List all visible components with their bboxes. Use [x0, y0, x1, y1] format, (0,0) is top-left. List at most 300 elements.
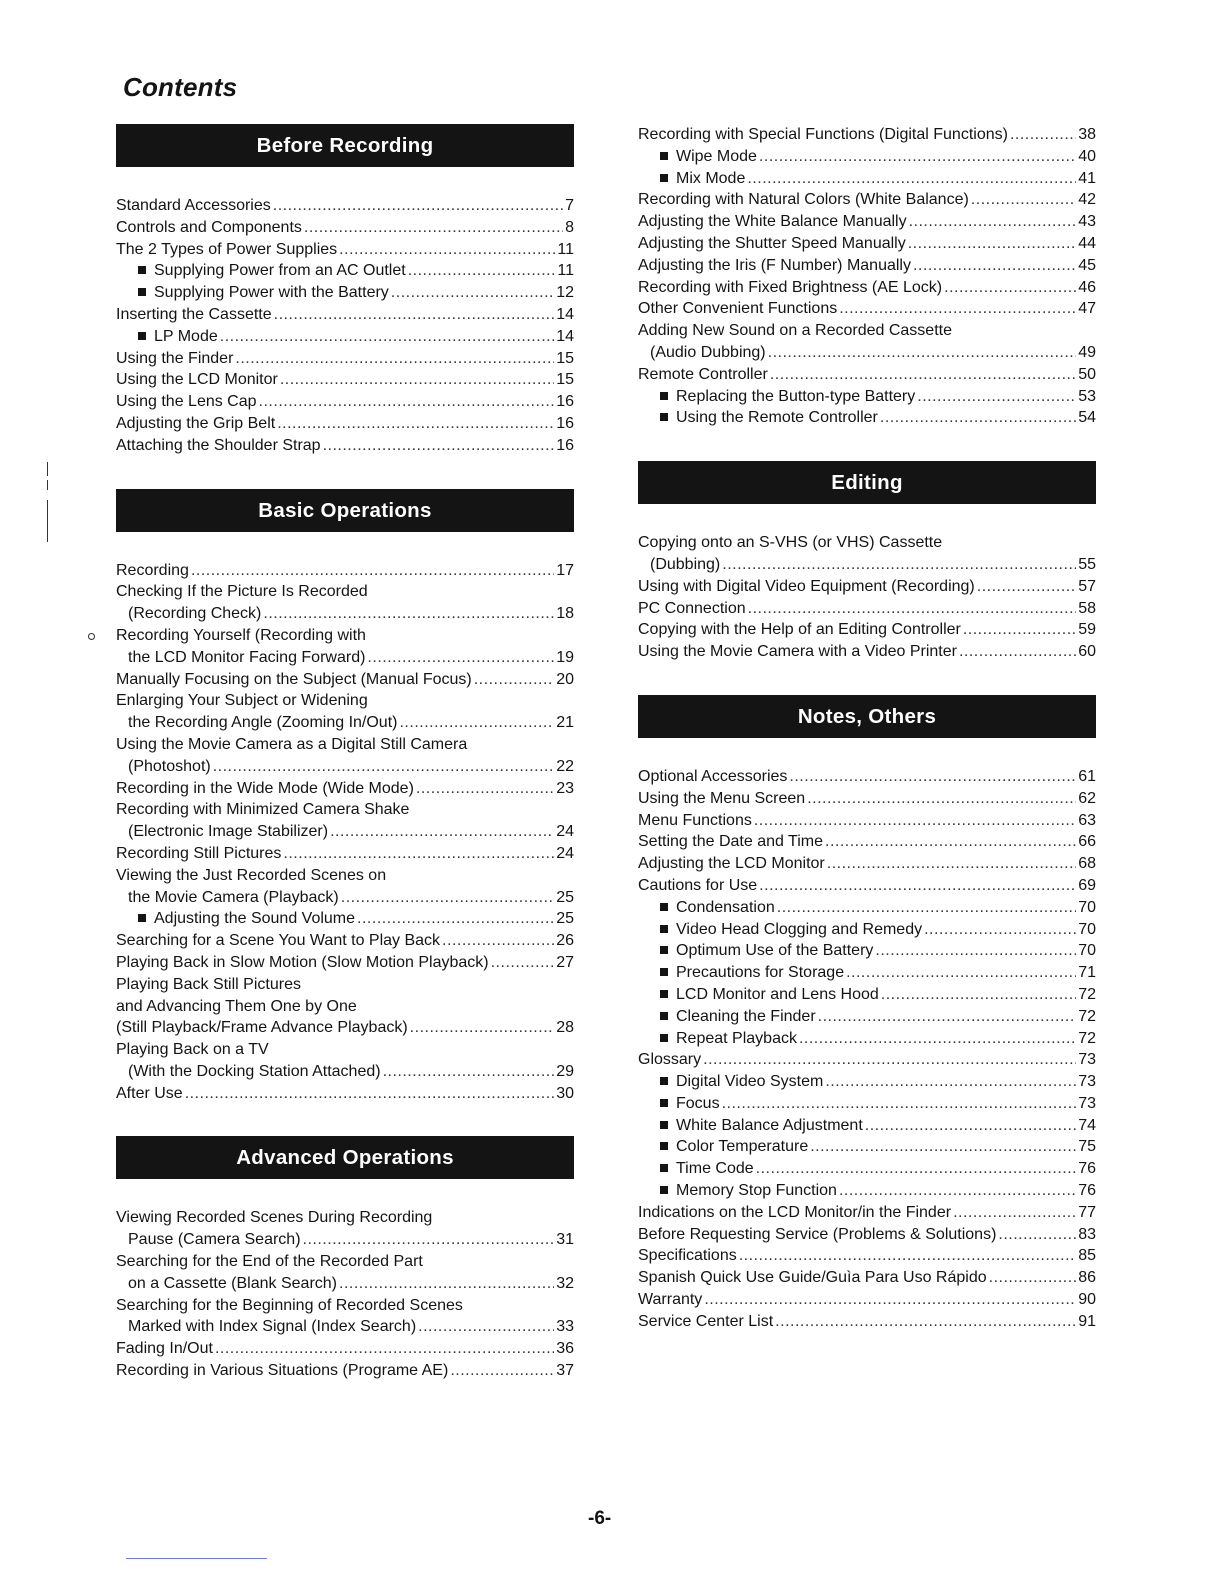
toc-entry[interactable]	[116, 195, 574, 217]
toc-entry-title: Recording Yourself (Recording with	[116, 626, 366, 644]
toc-entry[interactable]	[638, 619, 1096, 641]
toc-entry-title: Using with Digital Video Equipment (Recording)	[638, 577, 975, 595]
toc-section-editing	[638, 461, 1096, 663]
toc-entry[interactable]	[116, 756, 574, 778]
toc-entry[interactable]	[638, 298, 1096, 320]
toc-entry[interactable]	[638, 1245, 1096, 1267]
toc-entry[interactable]	[116, 435, 574, 457]
dot-leader	[777, 897, 1076, 919]
toc-entry-page: 91	[1078, 1312, 1096, 1330]
toc-entry[interactable]	[116, 1295, 574, 1317]
toc-entry[interactable]	[116, 304, 574, 326]
toc-entry-title: Replacing the Button-type Battery	[676, 387, 916, 405]
dot-leader	[839, 298, 1076, 320]
toc-entry-title: Searching for the End of the Recorded Part	[116, 1253, 423, 1271]
toc-entry-page: 75	[1078, 1138, 1096, 1156]
toc-entry-page: 24	[556, 844, 574, 862]
toc-section-continued	[638, 124, 1096, 429]
dot-leader	[998, 1224, 1076, 1246]
toc-entry-page: 53	[1078, 387, 1096, 405]
toc-entry-title: Warranty	[638, 1291, 703, 1309]
toc-entry-page: 77	[1078, 1203, 1096, 1221]
dot-leader	[865, 1115, 1076, 1137]
toc-entry-page: 72	[1078, 1007, 1096, 1025]
section-header: Basic Operations	[116, 489, 574, 532]
dot-leader	[491, 952, 555, 974]
square-bullet-icon	[660, 946, 668, 954]
toc-entry-page: 73	[1078, 1051, 1096, 1069]
toc-entry-title: Enlarging Your Subject or Widening	[116, 692, 368, 710]
dot-leader	[704, 1289, 1076, 1311]
toc-entry-title: Recording in the Wide Mode (Wide Mode)	[116, 779, 414, 797]
toc-entry[interactable]	[638, 320, 1096, 342]
toc-entry[interactable]	[638, 233, 1096, 255]
toc-entry-title: (Audio Dubbing)	[650, 343, 766, 361]
toc-entry[interactable]	[638, 984, 1096, 1006]
toc-entry-title: Adjusting the Sound Volume	[154, 910, 356, 928]
toc-entry[interactable]	[638, 1028, 1096, 1050]
toc-entry[interactable]	[638, 255, 1096, 277]
toc-entry-title: Using the Movie Camera with a Video Printer	[638, 643, 957, 661]
toc-entry-title: Digital Video System	[676, 1073, 824, 1091]
footer-rule	[126, 1558, 267, 1559]
toc-entry-title: Focus	[676, 1094, 720, 1112]
dot-leader	[450, 1360, 554, 1382]
toc-entry[interactable]	[638, 1311, 1096, 1333]
toc-entry[interactable]	[116, 647, 574, 669]
toc-entry-title: The 2 Types of Power Supplies	[116, 240, 338, 258]
toc-entry-title: Using the Finder	[116, 349, 234, 367]
toc-entry[interactable]	[116, 1017, 574, 1039]
toc-entry[interactable]	[116, 413, 574, 435]
toc-entry-page: 45	[1078, 256, 1096, 274]
toc-entry-page: 23	[556, 779, 574, 797]
toc-entry-page: 76	[1078, 1160, 1096, 1178]
toc-entry-page: 38	[1078, 126, 1096, 143]
toc-entry[interactable]	[116, 239, 574, 261]
toc-entry[interactable]	[638, 853, 1096, 875]
toc-entry-title: (Electronic Image Stabilizer)	[128, 823, 329, 841]
square-bullet-icon	[660, 1121, 668, 1129]
toc-entry[interactable]	[638, 1267, 1096, 1289]
dot-leader	[881, 984, 1076, 1006]
toc-entry-page: 16	[556, 436, 574, 454]
toc-entry-title: Time Code	[676, 1160, 754, 1178]
dot-leader	[274, 304, 555, 326]
dot-leader	[818, 1006, 1077, 1028]
toc-entry[interactable]	[116, 908, 574, 930]
dot-leader	[722, 554, 1076, 576]
toc-entry[interactable]	[116, 625, 574, 647]
toc-entry-title: After Use	[116, 1084, 183, 1102]
toc-entry-page: 27	[556, 953, 574, 971]
dot-leader	[410, 1017, 555, 1039]
toc-entry-title: Fading In/Out	[116, 1340, 213, 1358]
toc-entry[interactable]	[116, 560, 574, 582]
toc-entry[interactable]	[116, 1207, 574, 1229]
toc-entry[interactable]	[638, 962, 1096, 984]
section-header: Advanced Operations	[116, 1136, 574, 1179]
toc-entry[interactable]	[638, 897, 1096, 919]
dot-leader	[846, 962, 1076, 984]
toc-entry-title: Condensation	[676, 898, 775, 916]
scan-mark	[47, 500, 48, 542]
toc-entry[interactable]	[116, 326, 574, 348]
toc-entry[interactable]	[116, 1039, 574, 1061]
toc-entry[interactable]	[116, 799, 574, 821]
toc-entry[interactable]	[638, 189, 1096, 211]
dot-leader	[908, 233, 1076, 255]
toc-entry-title: Recording in Various Situations (Programe AE)	[116, 1362, 449, 1380]
toc-entry-page: 25	[556, 910, 574, 928]
toc-entry-title: and Advancing Them One by One	[116, 997, 357, 1015]
square-bullet-icon	[138, 332, 146, 340]
toc-entry[interactable]	[116, 887, 574, 909]
page-number: -6-	[588, 1508, 612, 1529]
toc-entry[interactable]	[638, 875, 1096, 897]
toc-entry[interactable]	[116, 369, 574, 391]
toc-entry[interactable]	[638, 766, 1096, 788]
toc-entry[interactable]	[116, 1061, 574, 1083]
toc-entry-page: 41	[1078, 169, 1096, 187]
dot-leader	[756, 1158, 1077, 1180]
toc-entry-page: 44	[1078, 234, 1096, 252]
toc-entry-title: Copying onto an S-VHS (or VHS) Cassette	[638, 534, 943, 552]
toc-entry-page: 73	[1078, 1073, 1096, 1091]
toc-entry-page: 14	[556, 305, 574, 323]
square-bullet-icon	[660, 1142, 668, 1150]
toc-entry-title: Copying with the Help of an Editing Controller	[638, 621, 961, 639]
dot-leader	[416, 778, 554, 800]
dot-leader	[215, 1338, 554, 1360]
toc-entry-title: Spanish Quick Use Guide/Guìa Para Uso Rápido	[638, 1269, 987, 1287]
square-bullet-icon	[660, 1077, 668, 1085]
toc-entry-page: 60	[1078, 643, 1096, 661]
toc-entry[interactable]	[116, 1316, 574, 1338]
dot-leader	[213, 756, 554, 778]
toc-entry-title: Video Head Clogging and Remedy	[676, 920, 923, 938]
toc-entry[interactable]	[638, 831, 1096, 853]
toc-entry[interactable]	[638, 788, 1096, 810]
toc-entry[interactable]	[116, 690, 574, 712]
toc-entry[interactable]	[638, 598, 1096, 620]
toc-entry-page: 90	[1078, 1291, 1096, 1309]
toc-entry-title: Adjusting the Shutter Speed Manually	[638, 234, 906, 252]
dot-leader	[924, 919, 1076, 941]
toc-entry[interactable]	[638, 168, 1096, 190]
dot-leader	[399, 712, 554, 734]
dot-leader	[770, 364, 1076, 386]
scan-mark	[88, 633, 95, 640]
toc-entry[interactable]	[116, 217, 574, 239]
toc-entry-title: (Photoshot)	[128, 757, 211, 775]
toc-entry[interactable]	[116, 1360, 574, 1382]
square-bullet-icon	[660, 903, 668, 911]
toc-entry-page: 69	[1078, 876, 1096, 894]
toc-entry[interactable]	[638, 1115, 1096, 1137]
toc-entry-title: Optimum Use of the Battery	[676, 942, 874, 960]
toc-entry-page: 63	[1078, 811, 1096, 829]
square-bullet-icon	[138, 266, 146, 274]
toc-entry[interactable]	[638, 810, 1096, 832]
section-header: Before Recording	[116, 124, 574, 167]
toc-entry[interactable]	[116, 865, 574, 887]
toc-entry-page: 15	[556, 371, 574, 389]
toc-entry-page: 12	[556, 284, 574, 302]
toc-section-advanced-operations	[116, 1136, 574, 1381]
toc-entry-list	[638, 124, 1096, 429]
dot-leader	[304, 217, 563, 239]
toc-entry[interactable]	[638, 554, 1096, 576]
dot-leader	[330, 821, 554, 843]
toc-entry-page: 26	[556, 932, 574, 950]
toc-entry-title: Manually Focusing on the Subject (Manual Focus)	[116, 670, 472, 688]
dot-leader	[909, 211, 1077, 233]
section-header: Notes, Others	[638, 695, 1096, 738]
dot-leader	[357, 908, 554, 930]
dot-leader	[263, 603, 554, 625]
toc-entry-list	[638, 532, 1096, 663]
toc-entry[interactable]	[638, 146, 1096, 168]
toc-entry[interactable]	[116, 391, 574, 413]
toc-entry-title: Searching for the Beginning of Recorded Scenes	[116, 1296, 463, 1314]
dot-leader	[383, 1061, 555, 1083]
toc-entry-page: 85	[1078, 1247, 1096, 1265]
toc-entry-page: 68	[1078, 855, 1096, 873]
toc-entry-title: Using the Remote Controller	[676, 409, 878, 427]
dot-leader	[418, 1316, 554, 1338]
toc-entry-title: Using the LCD Monitor	[116, 371, 278, 389]
toc-entry-title: Playing Back in Slow Motion (Slow Motion Playback)	[116, 953, 489, 971]
toc-entry[interactable]	[116, 778, 574, 800]
toc-entry-page: 57	[1078, 577, 1096, 595]
toc-entry-title: Wipe Mode	[676, 147, 757, 165]
dot-leader	[474, 669, 554, 691]
toc-entry[interactable]	[638, 211, 1096, 233]
toc-entry-page: 11	[557, 262, 574, 280]
toc-entry-page: 43	[1078, 213, 1096, 231]
toc-entry[interactable]	[638, 1202, 1096, 1224]
toc-entry-title: Mix Mode	[676, 169, 746, 187]
toc-entry[interactable]	[116, 930, 574, 952]
toc-entry-page: 54	[1078, 409, 1096, 427]
dot-leader	[391, 282, 554, 304]
square-bullet-icon	[660, 152, 668, 160]
toc-entry[interactable]	[638, 1224, 1096, 1246]
dot-leader	[953, 1202, 1076, 1224]
toc-section-basic-operations	[116, 489, 574, 1105]
toc-entry-title: Indications on the LCD Monitor/in the Finder	[638, 1203, 952, 1221]
dot-leader	[977, 576, 1076, 598]
dot-leader	[323, 435, 555, 457]
dot-leader	[703, 1049, 1076, 1071]
dot-leader	[827, 853, 1076, 875]
dot-leader	[339, 1273, 554, 1295]
toc-entry[interactable]	[116, 1273, 574, 1295]
dot-leader	[273, 195, 563, 217]
dot-leader	[759, 146, 1076, 168]
toc-entry[interactable]	[638, 940, 1096, 962]
toc-entry[interactable]	[638, 1136, 1096, 1158]
toc-section-notes-others	[638, 695, 1096, 1333]
dot-leader	[807, 788, 1076, 810]
toc-entry[interactable]	[116, 1338, 574, 1360]
toc-entry-title: Recording with Minimized Camera Shake	[116, 801, 410, 819]
toc-entry-title: Searching for a Scene You Want to Play Back	[116, 932, 441, 950]
toc-entry[interactable]	[638, 124, 1096, 146]
toc-entry[interactable]	[638, 1071, 1096, 1093]
toc-entry-title: Other Convenient Functions	[638, 300, 838, 318]
toc-entry[interactable]	[638, 1093, 1096, 1115]
toc-entry[interactable]	[116, 1229, 574, 1251]
toc-entry[interactable]	[116, 282, 574, 304]
toc-entry-title: Viewing the Just Recorded Scenes on	[116, 866, 387, 884]
toc-entry[interactable]	[116, 843, 574, 865]
toc-entry[interactable]	[638, 277, 1096, 299]
toc-entry-title: Inserting the Cassette	[116, 305, 272, 323]
section-header: Editing	[638, 461, 1096, 504]
dot-leader	[917, 386, 1076, 408]
toc-entry-page: 55	[1078, 555, 1096, 573]
toc-entry-page: 42	[1078, 191, 1096, 209]
toc-entry[interactable]	[638, 532, 1096, 554]
toc-entry[interactable]	[638, 1158, 1096, 1180]
toc-entry-page: 7	[565, 197, 574, 214]
toc-entry-page: 16	[556, 393, 574, 411]
toc-entry-title: Adding New Sound on a Recorded Cassette	[638, 322, 952, 340]
toc-entry[interactable]	[116, 821, 574, 843]
toc-entry[interactable]	[116, 1251, 574, 1273]
toc-entry-title: Recording with Natural Colors (White Balance)	[638, 191, 969, 209]
toc-entry[interactable]	[116, 734, 574, 756]
toc-entry-title: on a Cassette (Blank Search)	[128, 1274, 337, 1292]
dot-leader	[220, 326, 554, 348]
toc-entry-title: Repeat Playback	[676, 1029, 797, 1047]
square-bullet-icon	[660, 990, 668, 998]
toc-entry-title: Supplying Power with the Battery	[154, 284, 389, 302]
toc-entry-title: Viewing Recorded Scenes During Recording	[116, 1209, 433, 1227]
toc-entry[interactable]	[116, 603, 574, 625]
toc-entry[interactable]	[638, 386, 1096, 408]
dot-leader	[259, 391, 555, 413]
toc-entry[interactable]	[638, 641, 1096, 663]
toc-entry-title: Using the Movie Camera as a Digital Still Camera	[116, 735, 468, 753]
dot-leader	[913, 255, 1076, 277]
toc-entry-page: 20	[556, 670, 574, 688]
toc-entry-title: PC Connection	[638, 599, 746, 617]
toc-entry-page: 15	[556, 349, 574, 367]
toc-entry[interactable]	[116, 712, 574, 734]
toc-entry[interactable]	[638, 407, 1096, 429]
toc-entry[interactable]	[116, 1083, 574, 1105]
toc-entry[interactable]	[116, 669, 574, 691]
square-bullet-icon	[138, 288, 146, 296]
square-bullet-icon	[660, 1164, 668, 1172]
square-bullet-icon	[138, 914, 146, 922]
toc-entry[interactable]	[116, 260, 574, 282]
toc-entry-page: 25	[556, 888, 574, 906]
toc-entry-title: Memory Stop Function	[676, 1182, 837, 1200]
toc-entry-title: (Dubbing)	[650, 555, 721, 573]
toc-entry-list	[116, 560, 574, 1105]
toc-entry-list	[116, 195, 574, 457]
toc-entry-title: Remote Controller	[638, 365, 768, 383]
toc-entry[interactable]	[116, 952, 574, 974]
toc-entry[interactable]	[638, 1180, 1096, 1202]
page-title: Contents	[123, 72, 238, 102]
dot-leader	[810, 1136, 1076, 1158]
toc-entry-title: Using the Menu Screen	[638, 789, 806, 807]
dot-leader	[748, 598, 1077, 620]
toc-entry-title: Playing Back on a TV	[116, 1041, 269, 1059]
toc-entry[interactable]	[638, 1289, 1096, 1311]
toc-entry[interactable]	[116, 348, 574, 370]
toc-entry-title: Marked with Index Signal (Index Search)	[128, 1318, 417, 1336]
dot-leader	[775, 1311, 1076, 1333]
toc-section-before-recording	[116, 124, 574, 457]
dot-leader	[367, 647, 554, 669]
toc-entry-title: the Recording Angle (Zooming In/Out)	[128, 714, 398, 732]
toc-entry-title: Recording Still Pictures	[116, 844, 282, 862]
scan-mark	[47, 462, 48, 476]
toc-entry-page: 37	[556, 1362, 574, 1380]
dot-leader	[963, 619, 1076, 641]
toc-entry-page: 70	[1078, 898, 1096, 916]
toc-entry-page: 47	[1078, 300, 1096, 318]
toc-entry-page: 70	[1078, 920, 1096, 938]
toc-entry-page: 29	[556, 1062, 574, 1080]
toc-entry-title: Controls and Components	[116, 218, 302, 236]
toc-entry[interactable]	[116, 581, 574, 603]
dot-leader	[341, 887, 554, 909]
toc-entry-page: 19	[556, 648, 574, 666]
toc-entry-page: 40	[1078, 147, 1096, 165]
dot-leader	[754, 810, 1076, 832]
right-column	[638, 124, 1096, 1365]
toc-entry[interactable]	[638, 1049, 1096, 1071]
square-bullet-icon	[660, 925, 668, 933]
toc-entry-page: 50	[1078, 365, 1096, 383]
toc-entry[interactable]	[116, 996, 574, 1018]
toc-entry[interactable]	[638, 919, 1096, 941]
toc-entry-page: 72	[1078, 985, 1096, 1003]
toc-entry-page: 28	[556, 1019, 574, 1037]
dot-leader	[442, 930, 554, 952]
toc-entry-page: 36	[556, 1340, 574, 1358]
toc-entry-title: Recording	[116, 561, 189, 579]
toc-entry[interactable]	[638, 364, 1096, 386]
toc-entry-page: 30	[556, 1084, 574, 1102]
toc-entry[interactable]	[638, 576, 1096, 598]
toc-entry-page: 17	[556, 561, 574, 579]
toc-entry[interactable]	[116, 974, 574, 996]
dot-leader	[989, 1267, 1077, 1289]
dot-leader	[277, 413, 554, 435]
dot-leader	[722, 1093, 1077, 1115]
toc-entry-title: Adjusting the Iris (F Number) Manually	[638, 256, 911, 274]
toc-entry-title: Before Requesting Service (Problems & Solutions)	[638, 1225, 997, 1243]
square-bullet-icon	[660, 1012, 668, 1020]
dot-leader	[747, 168, 1076, 190]
toc-entry[interactable]	[638, 342, 1096, 364]
toc-entry-title: Service Center List	[638, 1312, 774, 1330]
dot-leader	[759, 875, 1076, 897]
square-bullet-icon	[660, 1099, 668, 1107]
square-bullet-icon	[660, 392, 668, 400]
dot-leader	[1010, 124, 1076, 146]
toc-entry[interactable]	[638, 1006, 1096, 1028]
dot-leader	[825, 831, 1076, 853]
